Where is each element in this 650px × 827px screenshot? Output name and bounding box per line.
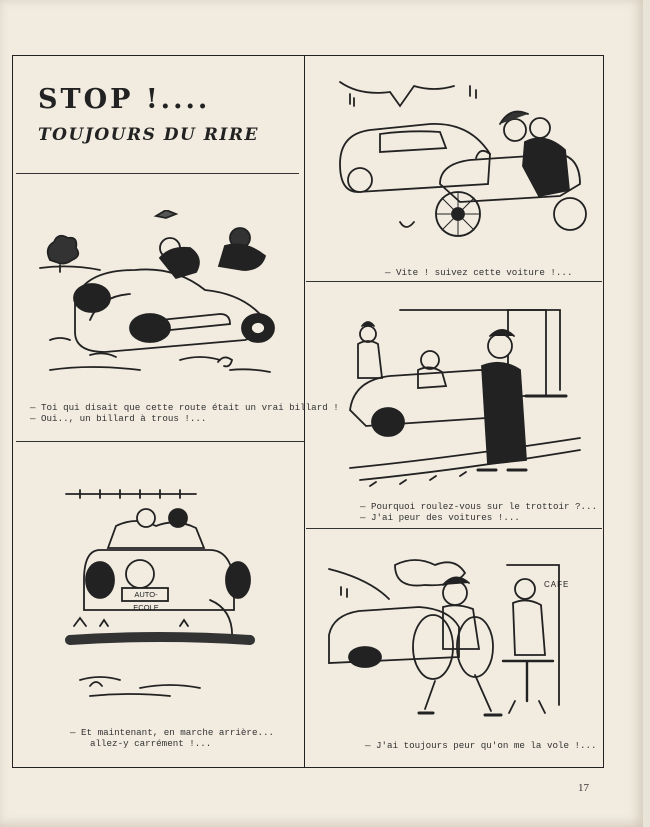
auto-ecole-sign — [123, 588, 169, 612]
divider-right-top — [306, 281, 602, 282]
cartoon-panel-bumpy-road — [30, 210, 290, 390]
cartoon-panel-sidewalk — [340, 300, 590, 490]
caption-panel-3-line-1: — Pourquoi roulez-vous sur le trottoir ?... — [360, 501, 598, 512]
divider-left-middle — [16, 441, 304, 442]
caption-panel-1-line-2: — Oui.., un billard à trous !... — [30, 413, 207, 424]
cartoon-panel-chase — [330, 72, 592, 252]
caption-panel-2: — Vite ! suivez cette voiture !... — [385, 267, 573, 278]
caption-panel-1-line-1: — Toi qui disait que cette route était un vrai billard ! — [30, 402, 339, 413]
caption-panel-4-line-2: allez-y carrément !... — [90, 738, 212, 749]
cafe-sign — [544, 580, 569, 589]
auto-ecole-label: AUTO-ECOLE — [133, 590, 159, 612]
caption-panel-5: — J'ai toujours peur qu'on me la vole !... — [365, 740, 597, 751]
divider-right-middle — [306, 528, 602, 529]
caption-panel-3-line-2: — J'ai peur des voitures !... — [360, 512, 520, 523]
page-title: STOP !.... — [38, 84, 211, 115]
cafe-label: CAFE — [544, 580, 570, 589]
divider-left-top — [16, 173, 299, 174]
page-number: 17 — [578, 782, 589, 794]
page-subtitle: TOUJOURS DU RIRE — [38, 125, 259, 145]
caption-panel-4-line-1: — Et maintenant, en marche arrière... — [70, 727, 274, 738]
